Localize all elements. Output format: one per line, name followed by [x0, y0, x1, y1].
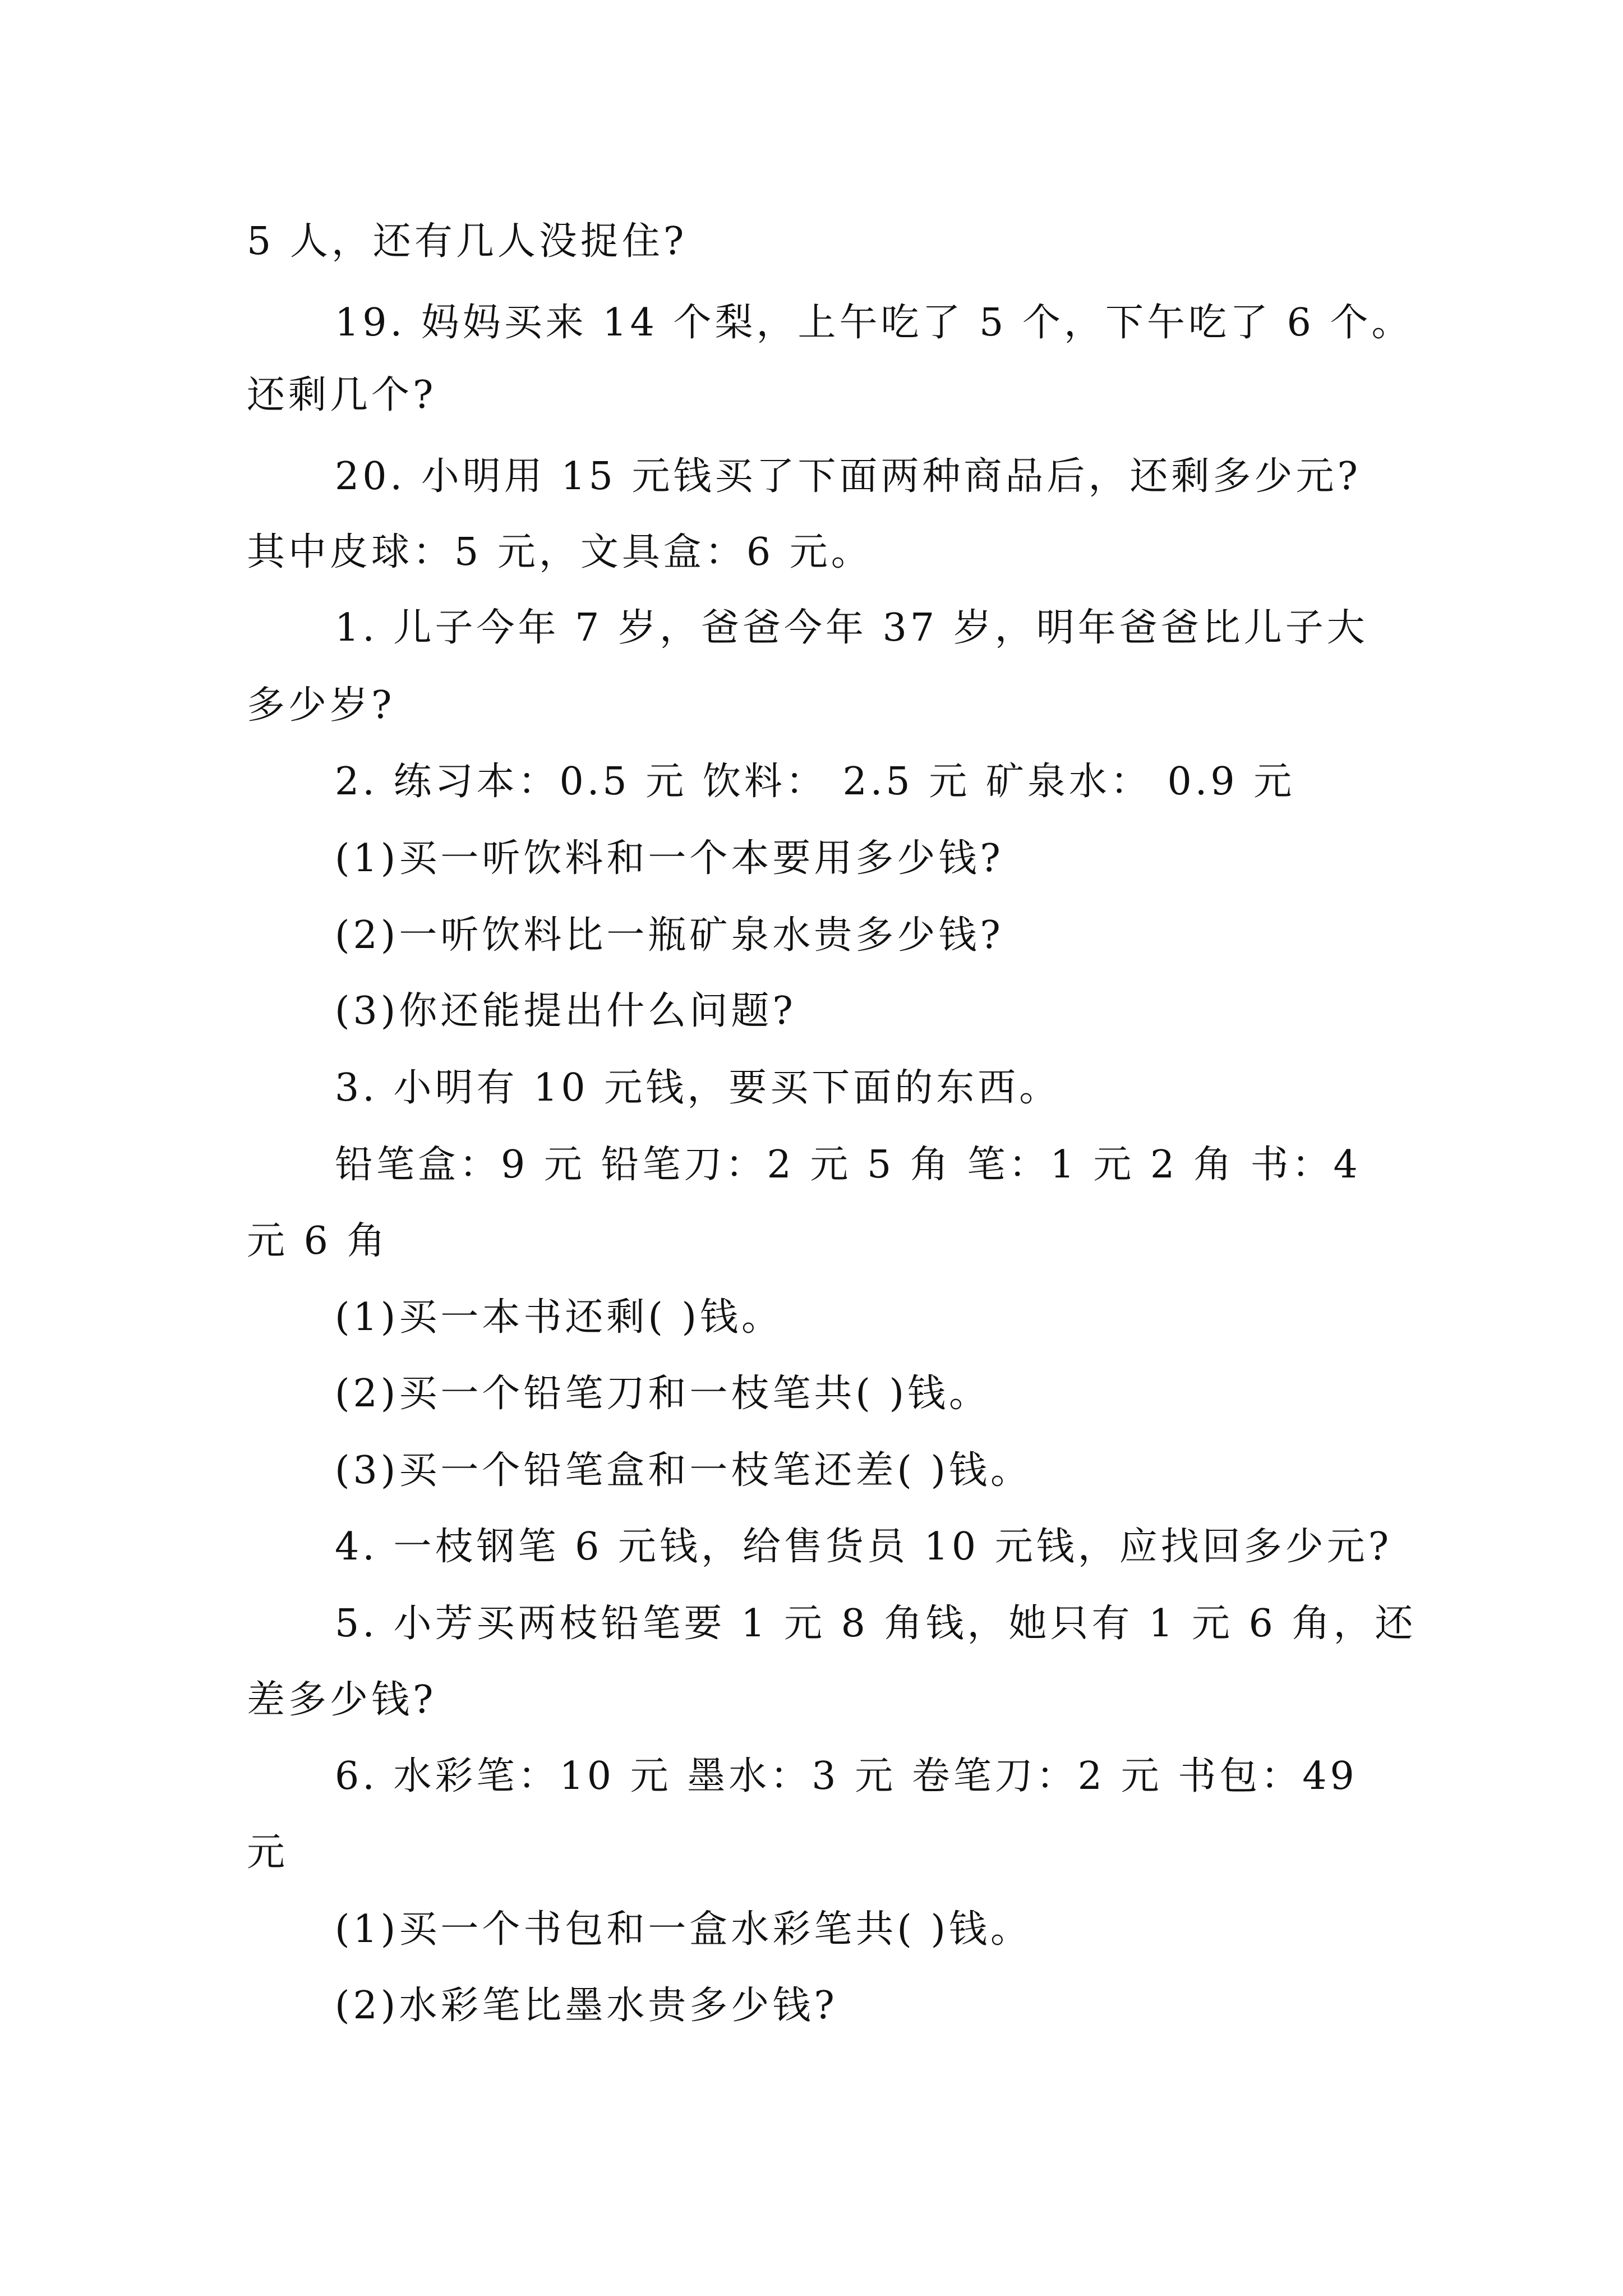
text-line: 2. 练习本：0.5 元 饮料： 2.5 元 矿泉水： 0.9 元	[335, 760, 1295, 804]
text-line: (3)你还能提出什么问题?	[335, 989, 796, 1033]
text-line: (1)买一听饮料和一个本要用多少钱?	[335, 836, 1004, 881]
text-line: 5. 小芳买两枝铅笔要 1 元 8 角钱，她只有 1 元 6 角，还	[335, 1602, 1417, 1646]
text-line: 6. 水彩笔：10 元 墨水：3 元 卷笔刀：2 元 书包：49	[335, 1754, 1358, 1798]
text-line: (2)一听饮料比一瓶矿泉水贵多少钱?	[335, 913, 1004, 958]
text-line: 4. 一枝钢笔 6 元钱，给售货员 10 元钱，应找回多少元?	[335, 1525, 1393, 1569]
text-line: 元 6 角	[247, 1219, 389, 1263]
text-line: (2)买一个铅笔刀和一枝笔共( )钱。	[335, 1372, 990, 1416]
text-line: 差多少钱?	[247, 1678, 437, 1722]
text-line: (1)买一个书包和一盒水彩笔共( )钱。	[335, 1907, 1032, 1952]
text-line: 1. 儿子今年 7 岁，爸爸今年 37 岁，明年爸爸比儿子大	[335, 606, 1368, 650]
text-line: 还剩几个?	[247, 373, 437, 417]
text-line: (2)水彩笔比墨水贵多少钱?	[335, 1984, 838, 2028]
text-line: 19. 妈妈买来 14 个梨，上午吃了 5 个，下午吃了 6 个。	[335, 301, 1413, 345]
text-line: 3. 小明有 10 元钱，要买下面的东西。	[335, 1066, 1061, 1110]
text-line: (3)买一个铅笔盒和一枝笔还差( )钱。	[335, 1448, 1032, 1493]
text-line: 5 人，还有几人没捉住?	[247, 219, 688, 264]
text-line: 铅笔盒：9 元 铅笔刀：2 元 5 角 笔：1 元 2 角 书：4	[335, 1143, 1361, 1187]
text-line: 20. 小明用 15 元钱买了下面两种商品后，还剩多少元?	[335, 454, 1361, 499]
text-line: 元	[247, 1830, 289, 1875]
text-line: (1)买一本书还剩( )钱。	[335, 1295, 783, 1340]
text-line: 其中皮球：5 元，文具盒：6 元。	[247, 530, 873, 574]
text-line: 多少岁?	[247, 683, 395, 728]
